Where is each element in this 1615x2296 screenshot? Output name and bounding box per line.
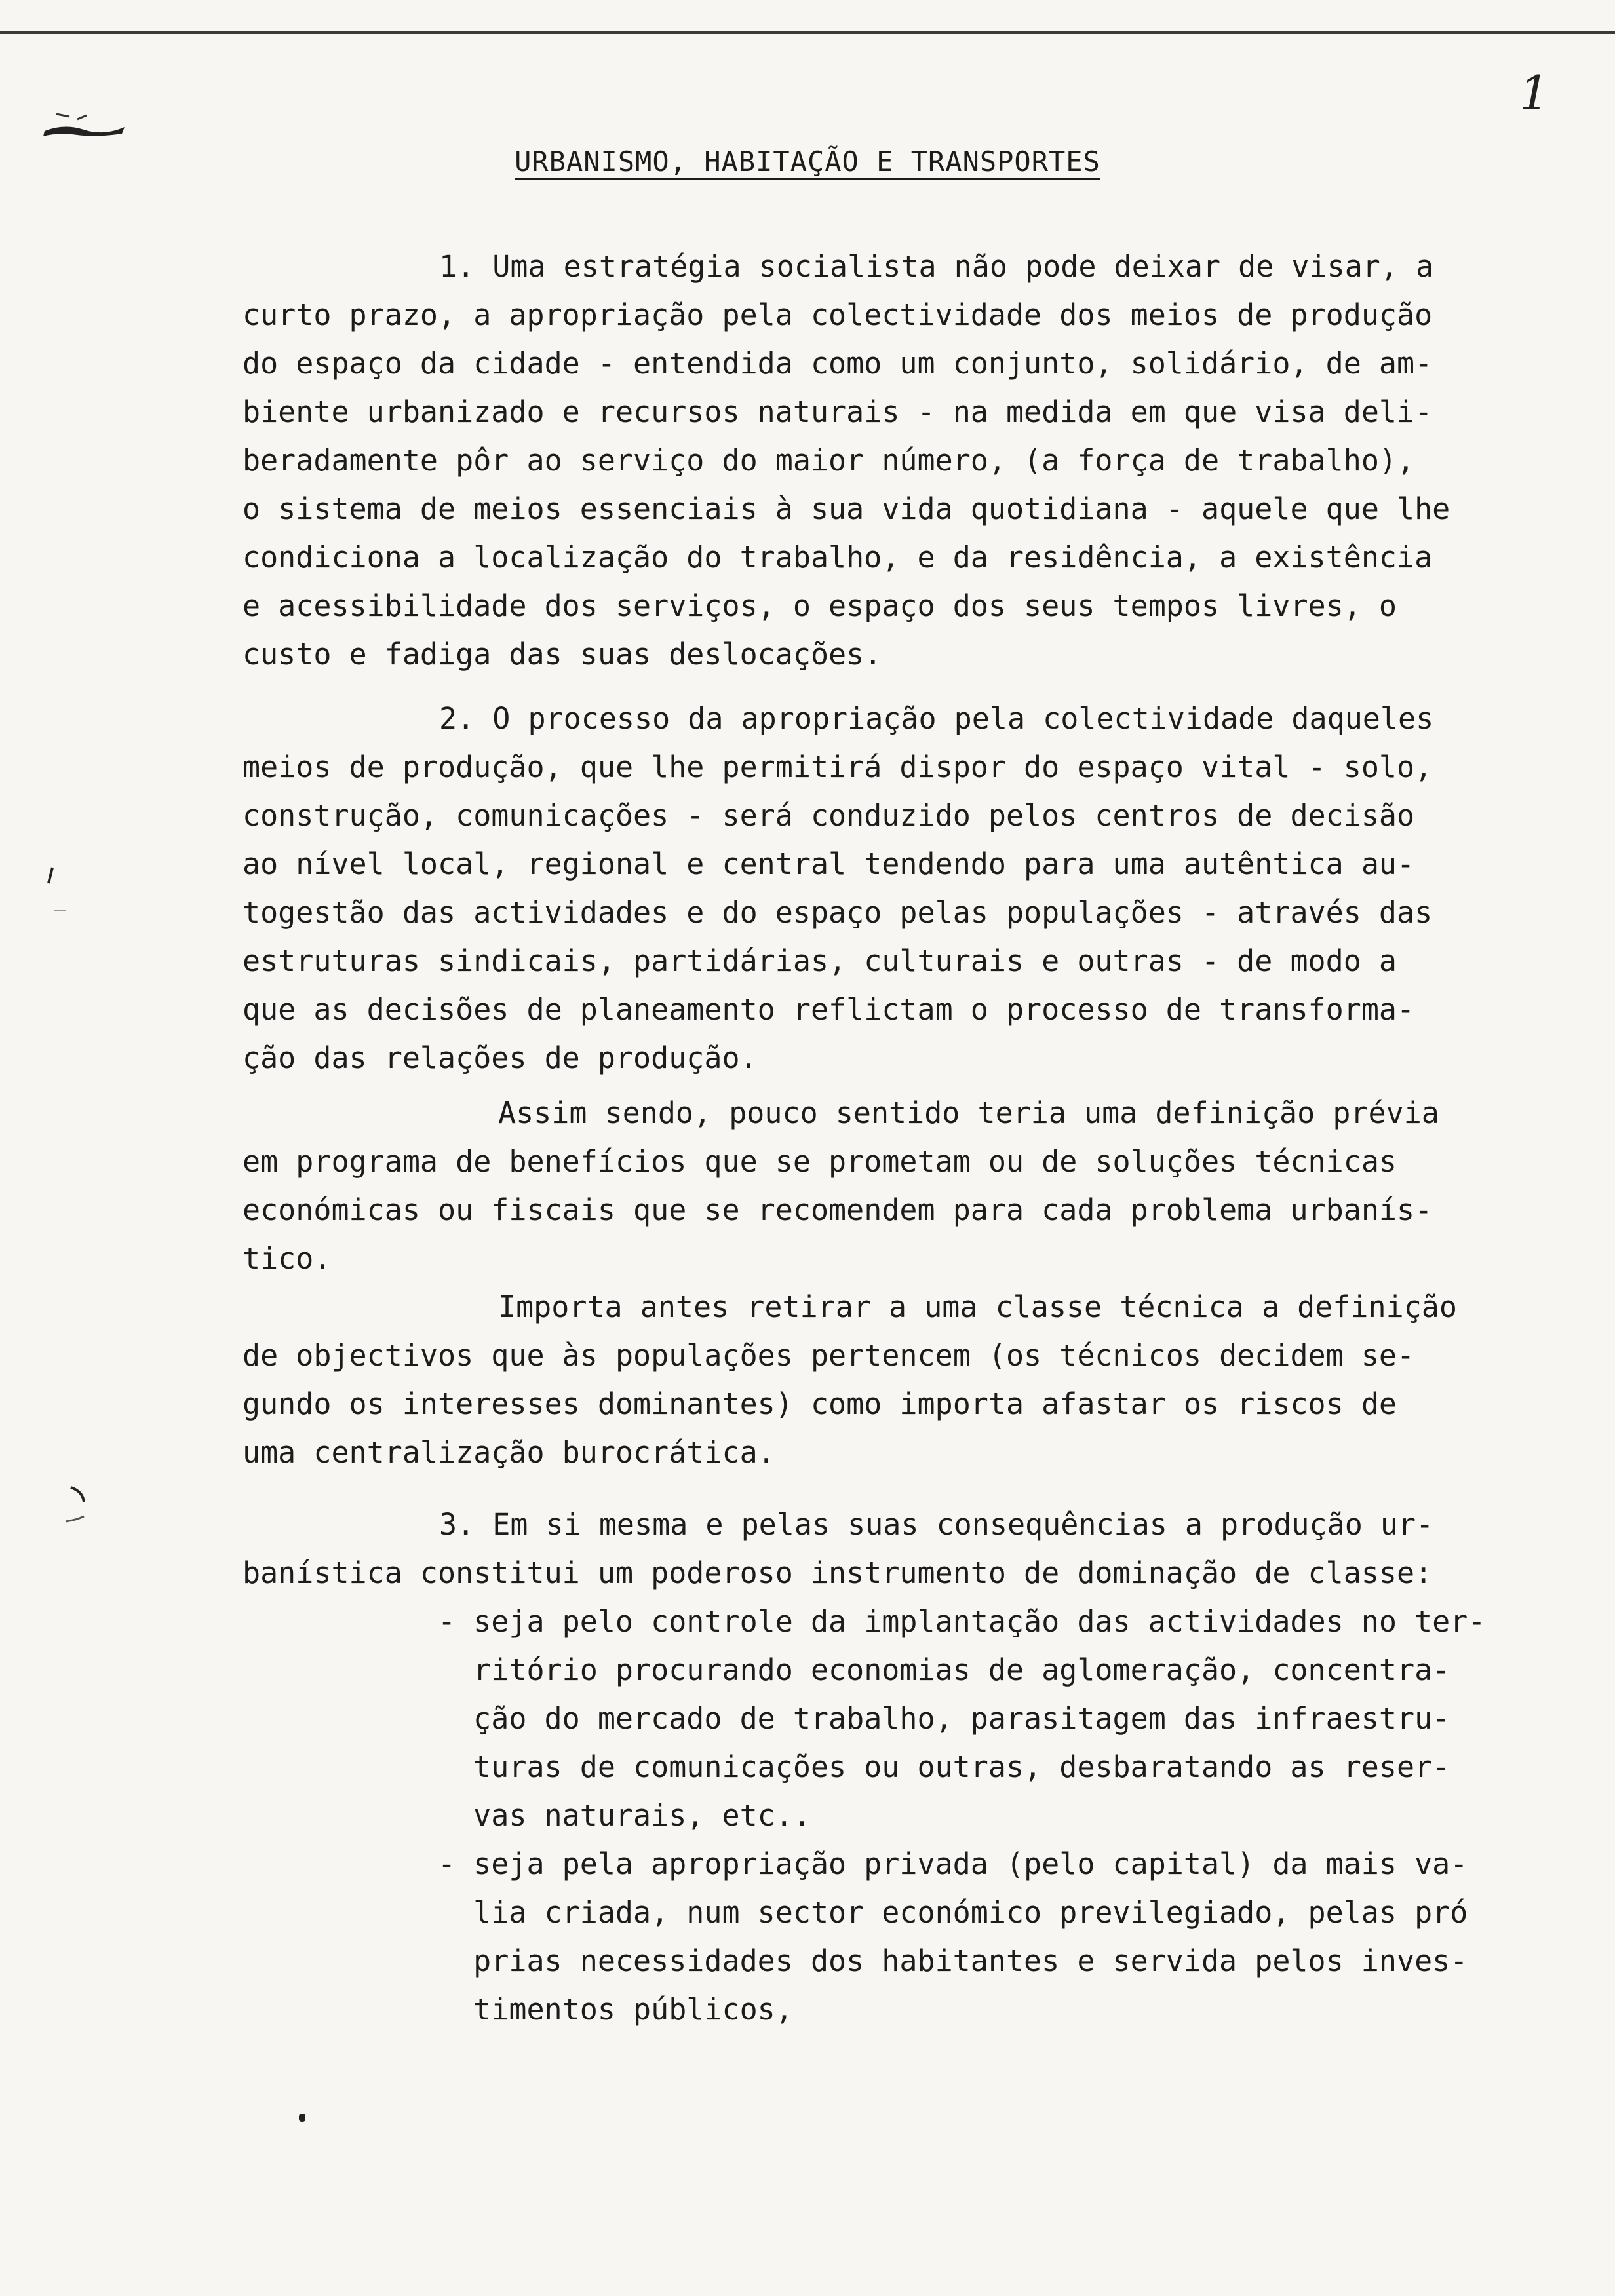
text-line: que as decisões de planeamento reflictam o processo de transforma-	[243, 992, 1415, 1027]
paragraph-5	[243, 1501, 1433, 1598]
text-line: tico.	[243, 1241, 332, 1276]
bullet-item-2	[438, 1840, 1468, 2034]
ink-dot	[299, 2114, 305, 2122]
text-line: - seja pela apropriação privada (pelo capital) da mais va-	[438, 1846, 1468, 1881]
text-line: meios de produção, que lhe permitirá dispor do espaço vital - solo,	[243, 750, 1433, 784]
text-line: 2. O processo da apropriação pela colectividade daqueles	[439, 701, 1434, 736]
text-line: de objectivos que às populações pertencem (os técnicos decidem se-	[243, 1338, 1415, 1373]
text-line: condiciona a localização do trabalho, e da residência, a existência	[243, 540, 1433, 575]
paragraph-4	[243, 1283, 1457, 1477]
margin-mark	[41, 864, 67, 916]
text-line: 3. Em si mesma e pelas suas consequências a produção ur-	[439, 1507, 1434, 1542]
margin-mark	[58, 1482, 97, 1535]
text-line: banística constitui um poderoso instrumento de dominação de classe:	[243, 1556, 1433, 1590]
text-line: estruturas sindicais, partidárias, culturais e outras - de modo a	[243, 944, 1397, 978]
text-line: construção, comunicações - será conduzido pelos centros de decisão	[243, 798, 1415, 833]
text-line: prias necessidades dos habitantes e servida pelos inves-	[438, 1943, 1468, 1978]
page-title: URBANISMO, HABITAÇÃO E TRANSPORTES	[515, 145, 1100, 178]
paragraph-1	[243, 242, 1450, 679]
text-line: uma centralização burocrática.	[243, 1435, 775, 1470]
text-line: ritório procurando economias de aglomeração, concentra-	[438, 1653, 1450, 1687]
text-line: gundo os interesses dominantes) como importa afastar os riscos de	[243, 1387, 1397, 1421]
text-line: - seja pelo controle da implantação das actividades no ter-	[438, 1604, 1486, 1639]
text-line: ção das relações de produção.	[243, 1041, 758, 1075]
text-line: biente urbanizado e recursos naturais - na medida em que visa deli-	[243, 394, 1433, 429]
text-line: e acessibilidade dos serviços, o espaço dos seus tempos livres, o	[243, 588, 1397, 623]
text-line: beradamente pôr ao serviço do maior número, (a força de trabalho),	[243, 443, 1415, 478]
text-line: vas naturais, etc..	[438, 1798, 811, 1833]
paragraph-3	[243, 1089, 1439, 1283]
top-rule	[0, 31, 1615, 34]
page-number: 1	[1519, 66, 1549, 121]
text-line: ção do mercado de trabalho, parasitagem das infraestru-	[438, 1701, 1450, 1736]
text-line: Assim sendo, pouco sentido teria uma definição prévia	[498, 1096, 1439, 1130]
text-line: do espaço da cidade - entendida como um conjunto, solidário, de am-	[243, 346, 1433, 381]
ink-smudge	[38, 111, 130, 140]
text-line: Importa antes retirar a uma classe técnica a definição	[498, 1290, 1457, 1324]
bullet-item-1	[438, 1598, 1485, 1840]
text-line: turas de comunicações ou outras, desbaratando as reser-	[438, 1750, 1450, 1784]
text-line: 1. Uma estratégia socialista não pode deixar de visar, a	[439, 249, 1434, 284]
text-line: o sistema de meios essenciais à sua vida quotidiana - aquele que lhe	[243, 491, 1450, 526]
text-line: ao nível local, regional e central tendendo para uma autêntica au-	[243, 847, 1415, 881]
text-line: curto prazo, a apropriação pela colectividade dos meios de produção	[243, 297, 1433, 332]
text-line: togestão das actividades e do espaço pelas populações - através das	[243, 895, 1433, 930]
text-line: custo e fadiga das suas deslocações.	[243, 637, 882, 672]
text-line: em programa de benefícios que se prometam ou de soluções técnicas	[243, 1144, 1397, 1179]
text-line: lia criada, num sector económico previlegiado, pelas pró	[438, 1895, 1468, 1930]
paragraph-2	[243, 695, 1433, 1082]
text-line: timentos públicos,	[438, 1992, 793, 2027]
text-line: económicas ou fiscais que se recomendem para cada problema urbanís-	[243, 1193, 1433, 1227]
